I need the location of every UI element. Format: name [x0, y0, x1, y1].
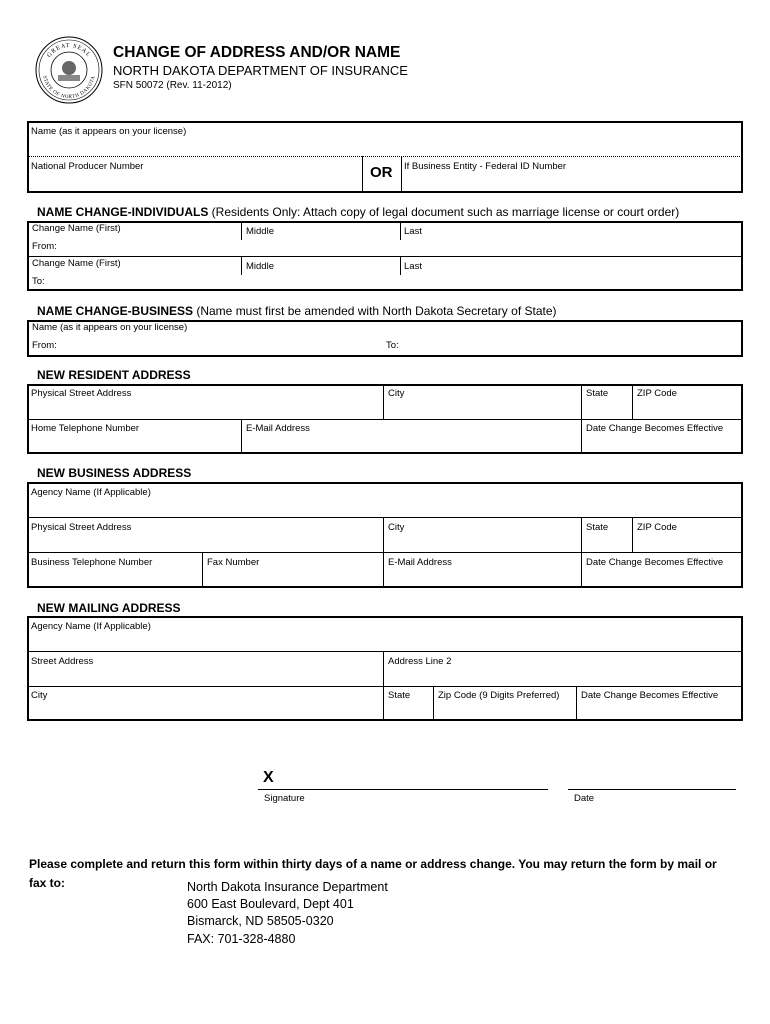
- to-label: To:: [32, 276, 45, 287]
- business-fax-field[interactable]: Fax Number: [207, 557, 260, 568]
- fein-field[interactable]: If Business Entity - Federal ID Number: [404, 161, 567, 172]
- resident-zip-field[interactable]: ZIP Code: [637, 388, 677, 399]
- svg-text:GREAT SEAL: [46, 43, 91, 59]
- signature-label: Signature: [264, 793, 305, 804]
- signature-mark: X: [263, 769, 274, 786]
- mailing-agency-field[interactable]: Agency Name (If Applicable): [31, 621, 151, 632]
- seal-text-bottom: STATE OF NORTH DAKOTA: [41, 75, 97, 101]
- resident-address-heading: NEW RESIDENT ADDRESS: [37, 368, 191, 382]
- home-phone-field[interactable]: Home Telephone Number: [31, 423, 140, 434]
- to-last-name-field[interactable]: Last: [404, 261, 422, 272]
- fax-number: FAX: 701-328-4880: [187, 932, 296, 946]
- or-label: OR: [370, 164, 393, 181]
- mailing-line2-field[interactable]: Address Line 2: [388, 656, 452, 667]
- address-line-1: North Dakota Insurance Department: [187, 880, 388, 894]
- business-city-field[interactable]: City: [388, 522, 405, 533]
- date-label: Date: [574, 793, 595, 804]
- business-effective-date-field[interactable]: Date Change Becomes Effective: [586, 557, 724, 568]
- business-agency-field[interactable]: Agency Name (If Applicable): [31, 487, 151, 498]
- resident-state-field[interactable]: State: [586, 388, 609, 399]
- address-line-2: 600 East Boulevard, Dept 401: [187, 897, 354, 911]
- state-seal: [34, 35, 104, 105]
- business-phone-field[interactable]: Business Telephone Number: [31, 557, 153, 568]
- from-middle-name-field[interactable]: Middle: [246, 226, 274, 237]
- business-zip-field[interactable]: ZIP Code: [637, 522, 677, 533]
- business-address-heading: NEW BUSINESS ADDRESS: [37, 466, 192, 480]
- from-label: From:: [32, 241, 57, 252]
- return-instructions: Please complete and return this form within thirty days of a name or address change. You may return the form by mail or fax to:: [29, 857, 717, 890]
- form-title: CHANGE OF ADDRESS AND/OR NAME: [113, 44, 401, 61]
- business-to-field[interactable]: To:: [386, 340, 399, 351]
- from-last-name-field[interactable]: Last: [404, 226, 422, 237]
- resident-street-field[interactable]: Physical Street Address: [31, 388, 132, 399]
- resident-email-field[interactable]: E-Mail Address: [246, 423, 310, 434]
- date-line[interactable]: [568, 789, 736, 790]
- business-street-field[interactable]: Physical Street Address: [31, 522, 132, 533]
- name-change-business-heading: NAME CHANGE-BUSINESS (Name must first be amended with North Dakota Secretary of State): [37, 304, 557, 318]
- department-name: NORTH DAKOTA DEPARTMENT OF INSURANCE: [113, 63, 408, 78]
- name-change-individuals-heading: NAME CHANGE-INDIVIDUALS (Residents Only: Attach copy of legal document such as marriage license or court order): [37, 205, 680, 219]
- signature-line[interactable]: [258, 789, 548, 790]
- business-from-field[interactable]: From:: [32, 340, 57, 351]
- business-state-field[interactable]: State: [586, 522, 609, 533]
- mailing-effective-date-field[interactable]: Date Change Becomes Effective: [581, 690, 719, 701]
- seal-text-top: GREAT SEAL: [46, 42, 92, 59]
- mailing-state-field[interactable]: State: [388, 690, 411, 701]
- licensee-name-field[interactable]: Name (as it appears on your license): [31, 126, 187, 137]
- mailing-zip-field[interactable]: Zip Code (9 Digits Preferred): [438, 690, 560, 701]
- business-email-field[interactable]: E-Mail Address: [388, 557, 452, 568]
- business-name-label: Name (as it appears on your license): [32, 322, 188, 333]
- to-middle-name-field[interactable]: Middle: [246, 261, 274, 272]
- address-line-3: Bismarck, ND 58505-0320: [187, 914, 334, 928]
- resident-city-field[interactable]: City: [388, 388, 405, 399]
- from-first-name-field[interactable]: Change Name (First): [32, 223, 121, 234]
- mailing-city-field[interactable]: City: [31, 690, 48, 701]
- resident-effective-date-field[interactable]: Date Change Becomes Effective: [586, 423, 724, 434]
- to-first-name-field[interactable]: Change Name (First): [32, 258, 121, 269]
- npn-field[interactable]: National Producer Number: [31, 161, 144, 172]
- form-number: SFN 50072 (Rev. 11-2012): [113, 80, 232, 91]
- mailing-address-heading: NEW MAILING ADDRESS: [37, 601, 181, 615]
- mailing-street-field[interactable]: Street Address: [31, 656, 94, 667]
